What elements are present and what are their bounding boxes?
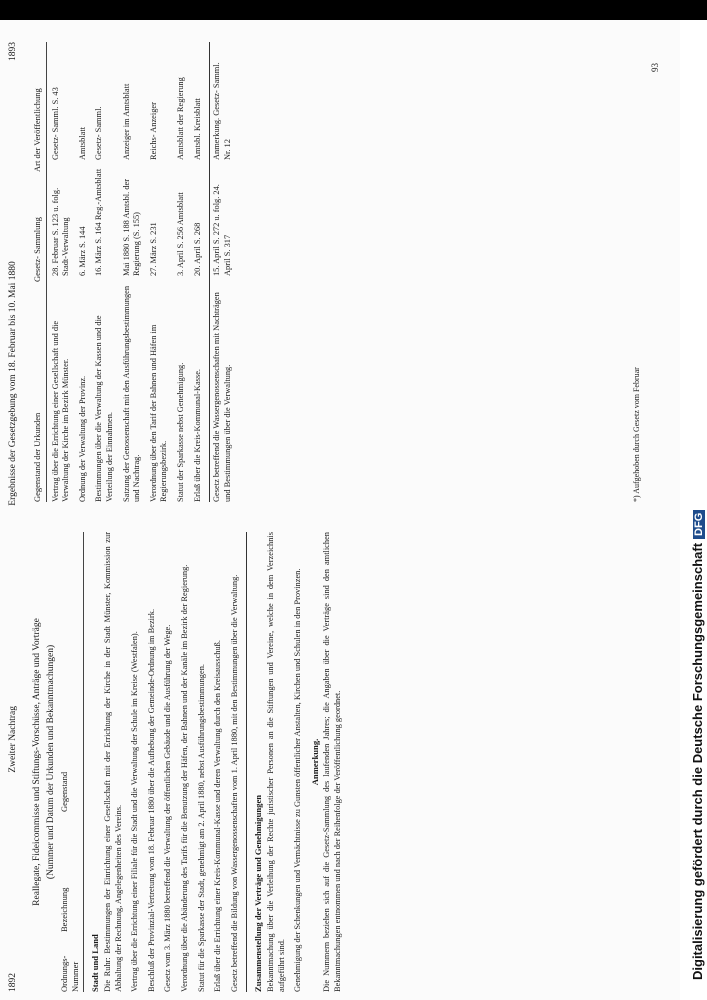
table-cell: 28. Februar S. 123 u. folg. Stadt-Verwaltung xyxy=(50,187,71,276)
table-cell: Amtsbl. Kreisblatt xyxy=(192,98,202,160)
left-title: Reallegate, Fideicommisse und Stiftungs-Vorschüsse, Anträge und Vorträge xyxy=(32,618,42,906)
banner-text: Digitalisierung gefördert durch die Deutsche Forschungsgemeinschaft xyxy=(690,542,705,980)
table-row xyxy=(94,42,115,502)
list-item: Gesetz betreffend die Bildung von Wassergenossenschaften vom 1. April 1880, mit den Bestimmungen über die Verwaltung. xyxy=(229,574,239,992)
list-item: Vertrag über die Errichtung einer Filiale für die Stadt und die Verwaltung der Schule im Kreise (Westfalen). xyxy=(130,631,140,992)
table-cell: Satzung der Genossenschaft mit den Ausführungsbestimmungen und Nachtrag. xyxy=(121,285,142,502)
table-cell: Gesetz- Samml. S. 43 xyxy=(50,87,60,160)
rotated-page xyxy=(8,42,668,992)
list-item: Die Ruhr: Bestimmungen der Einrichtung einer Gesellschaft mit der Errichtung der Kirche in der Stadt Münster, Kommission zur Abhaltung der Rechnung, Angelegenheiten des Vereins. xyxy=(102,532,123,992)
table-cell: Reichs- Anzeiger xyxy=(148,102,158,160)
table-cell: Erlaß über die Kreis-Kommunal-Kasse. xyxy=(192,368,202,502)
table-cell: Statut der Sparkasse nebst Genehmigung. xyxy=(175,362,185,502)
page-header xyxy=(8,42,26,992)
list-item: Statut für die Sparkasse der Stadt, genehmigt am 2. April 1880, nebst Ausführungsbestimmungen. xyxy=(196,664,206,992)
dfg-logo: DFG xyxy=(693,510,705,539)
page-number: 93 xyxy=(650,63,660,72)
table-cell: Anmerkung. Gesetz- Samml. Nr. 12 xyxy=(212,62,232,160)
table-row xyxy=(122,42,143,502)
table-row xyxy=(176,42,187,502)
table-cell: Ordnung der Verwaltung der Provinz. xyxy=(77,375,87,502)
digitization-banner xyxy=(690,510,705,980)
list-item: Erlaß über die Errichtung einer Kreis-Kommunal-Kasse und deren Verwaltung durch den Kreisausschuß. xyxy=(213,640,223,992)
table-cell: 15. April S. 272 u. folg. 24. April S. 317 xyxy=(212,184,232,276)
right-column-headers xyxy=(32,42,47,502)
list-item: Beschluß der Provinzial-Vertretung vom 18. Februar 1880 über die Aufhebung der Gemeinde-Ordnung im Bezirk. xyxy=(146,608,156,992)
col-head-subject: Gegenstand der Urkunden xyxy=(32,412,42,502)
table-cell: Verordnung über den Tarif der Bahnen und Häfen im Regierungsbezirk. xyxy=(148,324,169,502)
table-cell: 27. März S. 231 xyxy=(148,222,158,276)
table-cell: Mai 1880 S. 188 Amtsbl. der Regierung (S. 155) xyxy=(121,178,142,276)
table-row xyxy=(51,42,72,502)
list-item: Verordnung über die Abänderung des Tarifs für die Benutzung der Häfen, der Bahnen und der Kanäle im Bezirk der Regierung. xyxy=(179,564,189,992)
scanned-page xyxy=(0,20,680,1000)
top-black-bar xyxy=(0,0,707,20)
header-left: 1892 xyxy=(8,973,18,992)
col-head-1: Ordnungs- Nummer xyxy=(59,955,80,992)
list-item: Bekanntmachung über die Verleihung der Rechte juristischer Personen an die Stiftungen und Vereine, welche in dem Verzeichnis aufgeführt sind. xyxy=(265,532,286,992)
col-head-publication: Art der Veröffentlichung xyxy=(32,88,42,172)
table-cell: 6. März S. 144 xyxy=(77,226,87,276)
col-head-3: Gegenstand xyxy=(59,771,70,812)
left-column-headers xyxy=(59,532,84,992)
table-row xyxy=(212,42,233,502)
left-half xyxy=(32,532,662,992)
section-heading: Stadt und Land xyxy=(90,934,101,992)
table-row xyxy=(193,42,204,502)
col-head-2: Bezeichnung xyxy=(59,887,70,932)
note-text: Die Nummern beziehen sich auf die Gesetz-Sammlung des laufenden Jahres; die Angaben über die Verträge sind den amtlichen Bekanntmachungen entnommen und nach der Reihenfolge der Veröffentlichung geordnet. xyxy=(322,532,342,992)
table-cell: Amtsblatt der Regierung xyxy=(175,77,185,160)
list-item: Gesetz vom 3. März 1880 betreffend die Verwaltung der öffentlichen Gebäude und die Ausführung der Wege. xyxy=(163,624,173,992)
table-cell: Amtsblatt xyxy=(77,126,87,160)
table-cell: 20. April S. 268 xyxy=(192,222,202,276)
table-row xyxy=(78,42,89,502)
table-cell: Gesetz betreffend die Wassergenossenschaften mit Nachträgen und Bestimmungen über die Verwaltung. xyxy=(212,292,232,502)
table-cell: 16. März S. 164 Reg.-Amtsblatt xyxy=(94,168,104,276)
table-cell: 3. April S. 256 Amtsblatt xyxy=(175,192,185,276)
table-cell: Gesetz- Samml. xyxy=(94,106,104,160)
table-cell: Vertrag über die Errichtung einer Gesellschaft und die Verwaltung der Kirche im Bezirk Münster. xyxy=(50,320,71,502)
table-cell: Bestimmungen über die Verwaltung der Kassen und die Verteilung der Einnahmen. xyxy=(94,315,114,502)
divider xyxy=(209,42,210,502)
right-half xyxy=(32,42,662,502)
col-head-collection: Gesetz- Sammlung xyxy=(32,217,42,282)
left-subtitle: (Nummer und Datum der Urkunden und Bekanntmachungen) xyxy=(45,644,56,880)
divider xyxy=(246,532,247,992)
table-cell: Anzeiger im Amtsblatt xyxy=(121,83,131,160)
table-row xyxy=(149,42,170,502)
footnote: *) Aufgehoben durch Gesetz vom Februar xyxy=(632,367,641,502)
header-right: 1893 xyxy=(8,42,18,62)
section-heading: Zusammenstellung der Verträge und Genehmigungen xyxy=(253,794,264,992)
header-left-title: Zweiter Nachtrag xyxy=(8,705,18,773)
note-title: Anmerkung. xyxy=(309,738,320,786)
list-item: Genehmigung der Schenkungen und Vermächtnisse zu Gunsten öffentlicher Anstalten, Kirchen und Schulen in den Provinzen. xyxy=(293,568,303,992)
header-center: Ergebnisse der Gesetzgebung vom 18. Februar bis 10. Mai 1880 xyxy=(8,261,18,506)
